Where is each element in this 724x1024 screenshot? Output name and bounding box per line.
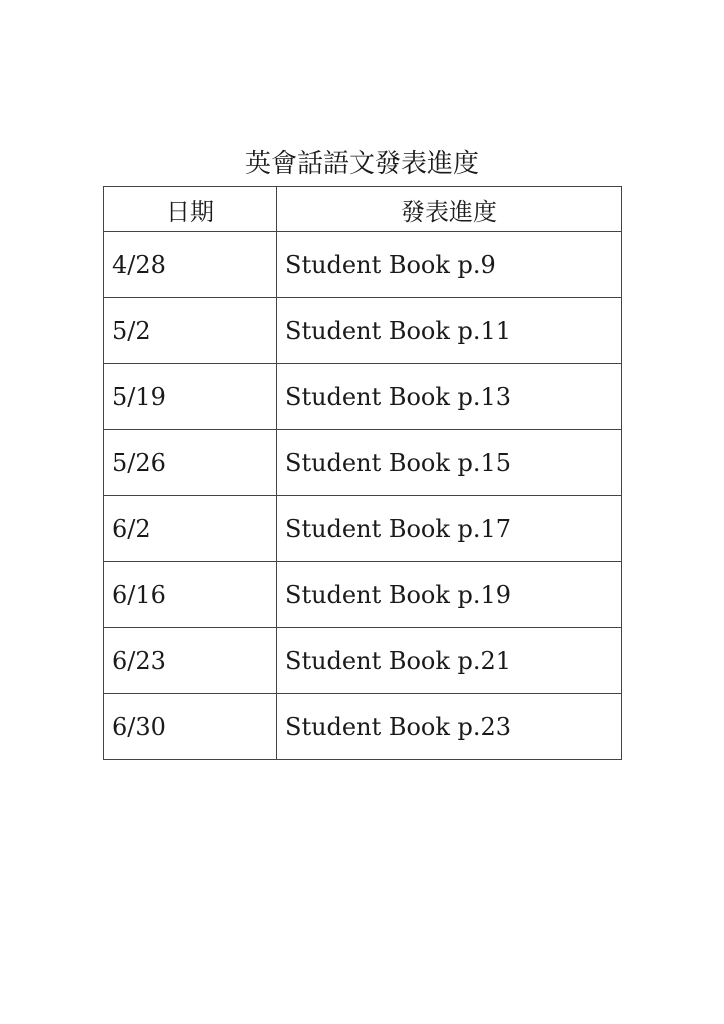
- schedule-table: [103, 186, 622, 760]
- table-row: [104, 232, 622, 298]
- date-cell: 5/2: [104, 298, 277, 364]
- progress-cell: Student Book p.15: [277, 430, 622, 496]
- table-row: [104, 364, 622, 430]
- progress-cell: Student Book p.17: [277, 496, 622, 562]
- table-row: [104, 496, 622, 562]
- document-title: 英會話語文發表進度: [244, 149, 479, 179]
- table-row: [104, 298, 622, 364]
- progress-cell: Student Book p.11: [277, 298, 622, 364]
- progress-cell: Student Book p.23: [277, 694, 622, 760]
- date-cell: 6/30: [104, 694, 277, 760]
- date-cell: 6/2: [104, 496, 277, 562]
- table-body: [104, 232, 622, 760]
- table-row: [104, 562, 622, 628]
- date-cell: 4/28: [104, 232, 277, 298]
- date-cell: 5/19: [104, 364, 277, 430]
- progress-cell: Student Book p.19: [277, 562, 622, 628]
- table-row: [104, 694, 622, 760]
- progress-cell: Student Book p.21: [277, 628, 622, 694]
- header-date: 日期: [104, 187, 277, 232]
- header-progress: 發表進度: [277, 187, 622, 232]
- table-row: [104, 430, 622, 496]
- progress-cell: Student Book p.13: [277, 364, 622, 430]
- date-cell: 6/16: [104, 562, 277, 628]
- progress-cell: Student Book p.9: [277, 232, 622, 298]
- table-header: [104, 187, 622, 232]
- date-cell: 5/26: [104, 430, 277, 496]
- date-cell: 6/23: [104, 628, 277, 694]
- table-row: [104, 628, 622, 694]
- header-row: [104, 187, 622, 232]
